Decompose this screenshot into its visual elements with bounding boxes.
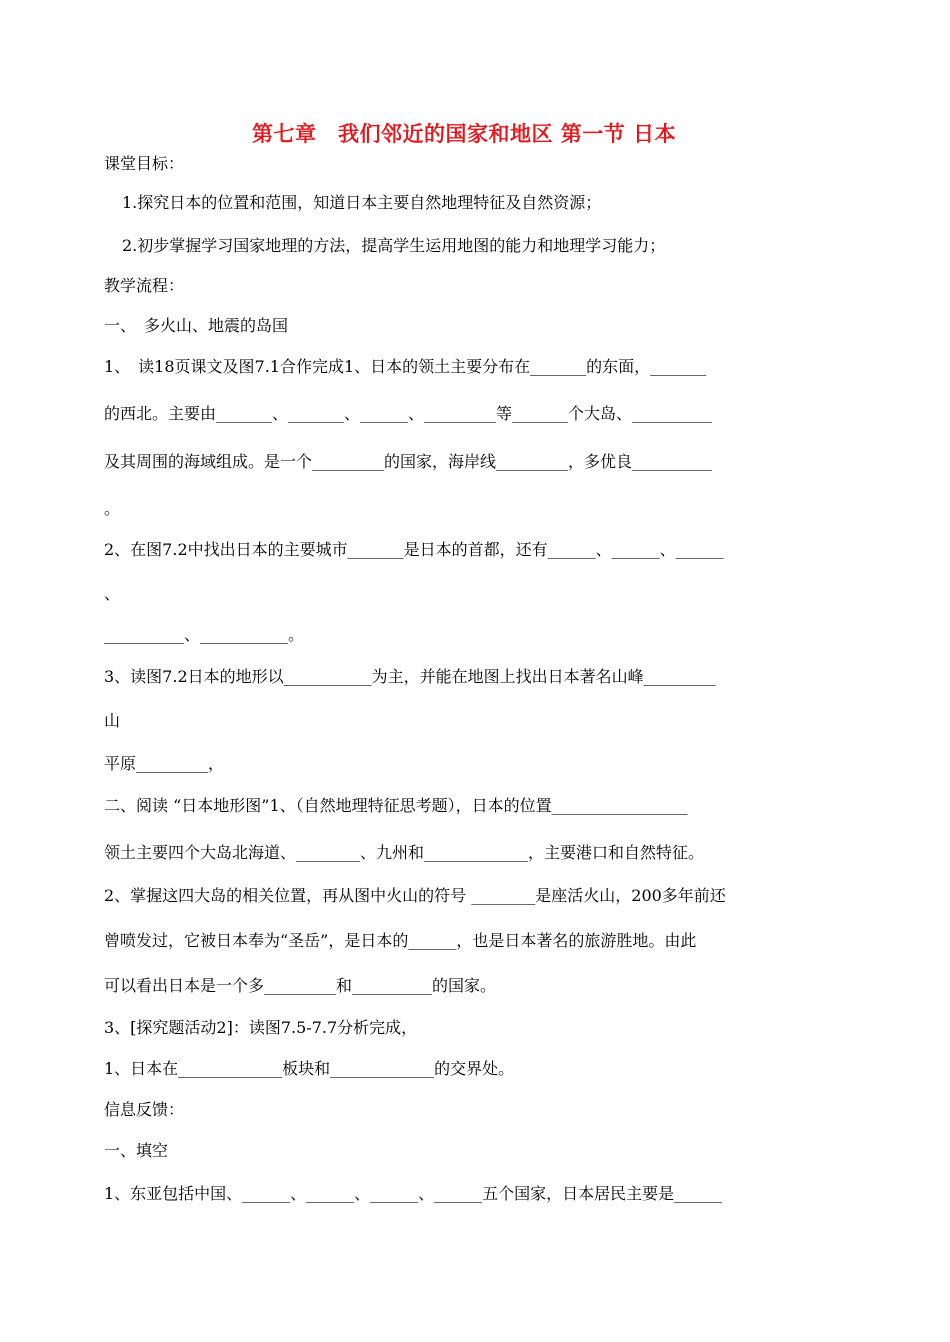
question-1-line-3: 及其周围的海域组成。是一个_________的国家，海岸线_________，多优良__________ — [104, 452, 713, 471]
section-2-q2-line-3: 可以看出日本是一个多_________和__________的国家。 — [104, 976, 497, 995]
section-2-q2-line-2: 曾喷发过，它被日本奉为“圣岳”，是日本的______，也是日本著名的旅游胜地。由此 — [104, 931, 697, 950]
page-title: 第七章 我们邻近的国家和地区 第一节 日本 — [252, 121, 677, 146]
question-2-line-1: 2、在图7.2中找出日本的主要城市_______是日本的首都，还有______、______、______ — [104, 540, 724, 559]
question-2-line-2: 、 — [104, 584, 121, 603]
question-3-line-3: 平原_________， — [104, 754, 225, 773]
question-1-line-4: 。 — [104, 499, 121, 518]
question-3-line-2: 山 — [104, 711, 121, 730]
section-heading-goals: 课堂目标： — [104, 154, 185, 173]
section-heading-fill-blank: 一、填空 — [104, 1141, 169, 1160]
question-1-line-2: 的西北。主要由_______、_______、______、_________等_______个大岛、__________ — [104, 404, 713, 423]
goal-item-1: 1.探究日本的位置和范围，知道日本主要自然地理特征及自然资源； — [122, 193, 602, 212]
section-heading-volcano-island: 一、 多火山、地震的岛国 — [104, 316, 289, 335]
question-1-line-1: 1、 读18页课文及图7.1合作完成1、日本的领土主要分布在_______的东面，_______ — [104, 357, 707, 376]
section-2-line-2: 领土主要四个大岛北海道、________、九州和_____________，主要港口和自然特征。 — [104, 843, 705, 862]
section-heading-process: 教学流程： — [104, 276, 185, 295]
question-2-line-3: __________、___________。 — [104, 625, 305, 644]
goal-item-2: 2.初步掌握学习国家地理的方法，提高学生运用地图的能力和地理学习能力； — [122, 236, 666, 255]
feedback-q1-line-1: 1、东亚包括中国、______、______、______、______五个国家，日本居民主要是______ — [104, 1184, 723, 1203]
question-3-line-1: 3、读图7.2日本的地形以___________为主，并能在地图上找出日本著名山峰_________ — [104, 667, 716, 686]
section-2-line-1: 二、阅读 “日本地形图”1、（自然地理特征思考题），日本的位置_________________ — [104, 796, 688, 815]
section-2-q3-line-2: 1、日本在_____________板块和_____________的交界处。 — [104, 1059, 515, 1078]
section-heading-feedback: 信息反馈： — [104, 1100, 185, 1119]
section-2-q3-line-1: 3、[探究题活动2]：读图7.5-7.7分析完成， — [104, 1018, 418, 1037]
section-2-q2-line-1: 2、掌握这四大岛的相关位置，再从图中火山的符号 ________是座活火山，200多年前还 — [104, 886, 726, 905]
